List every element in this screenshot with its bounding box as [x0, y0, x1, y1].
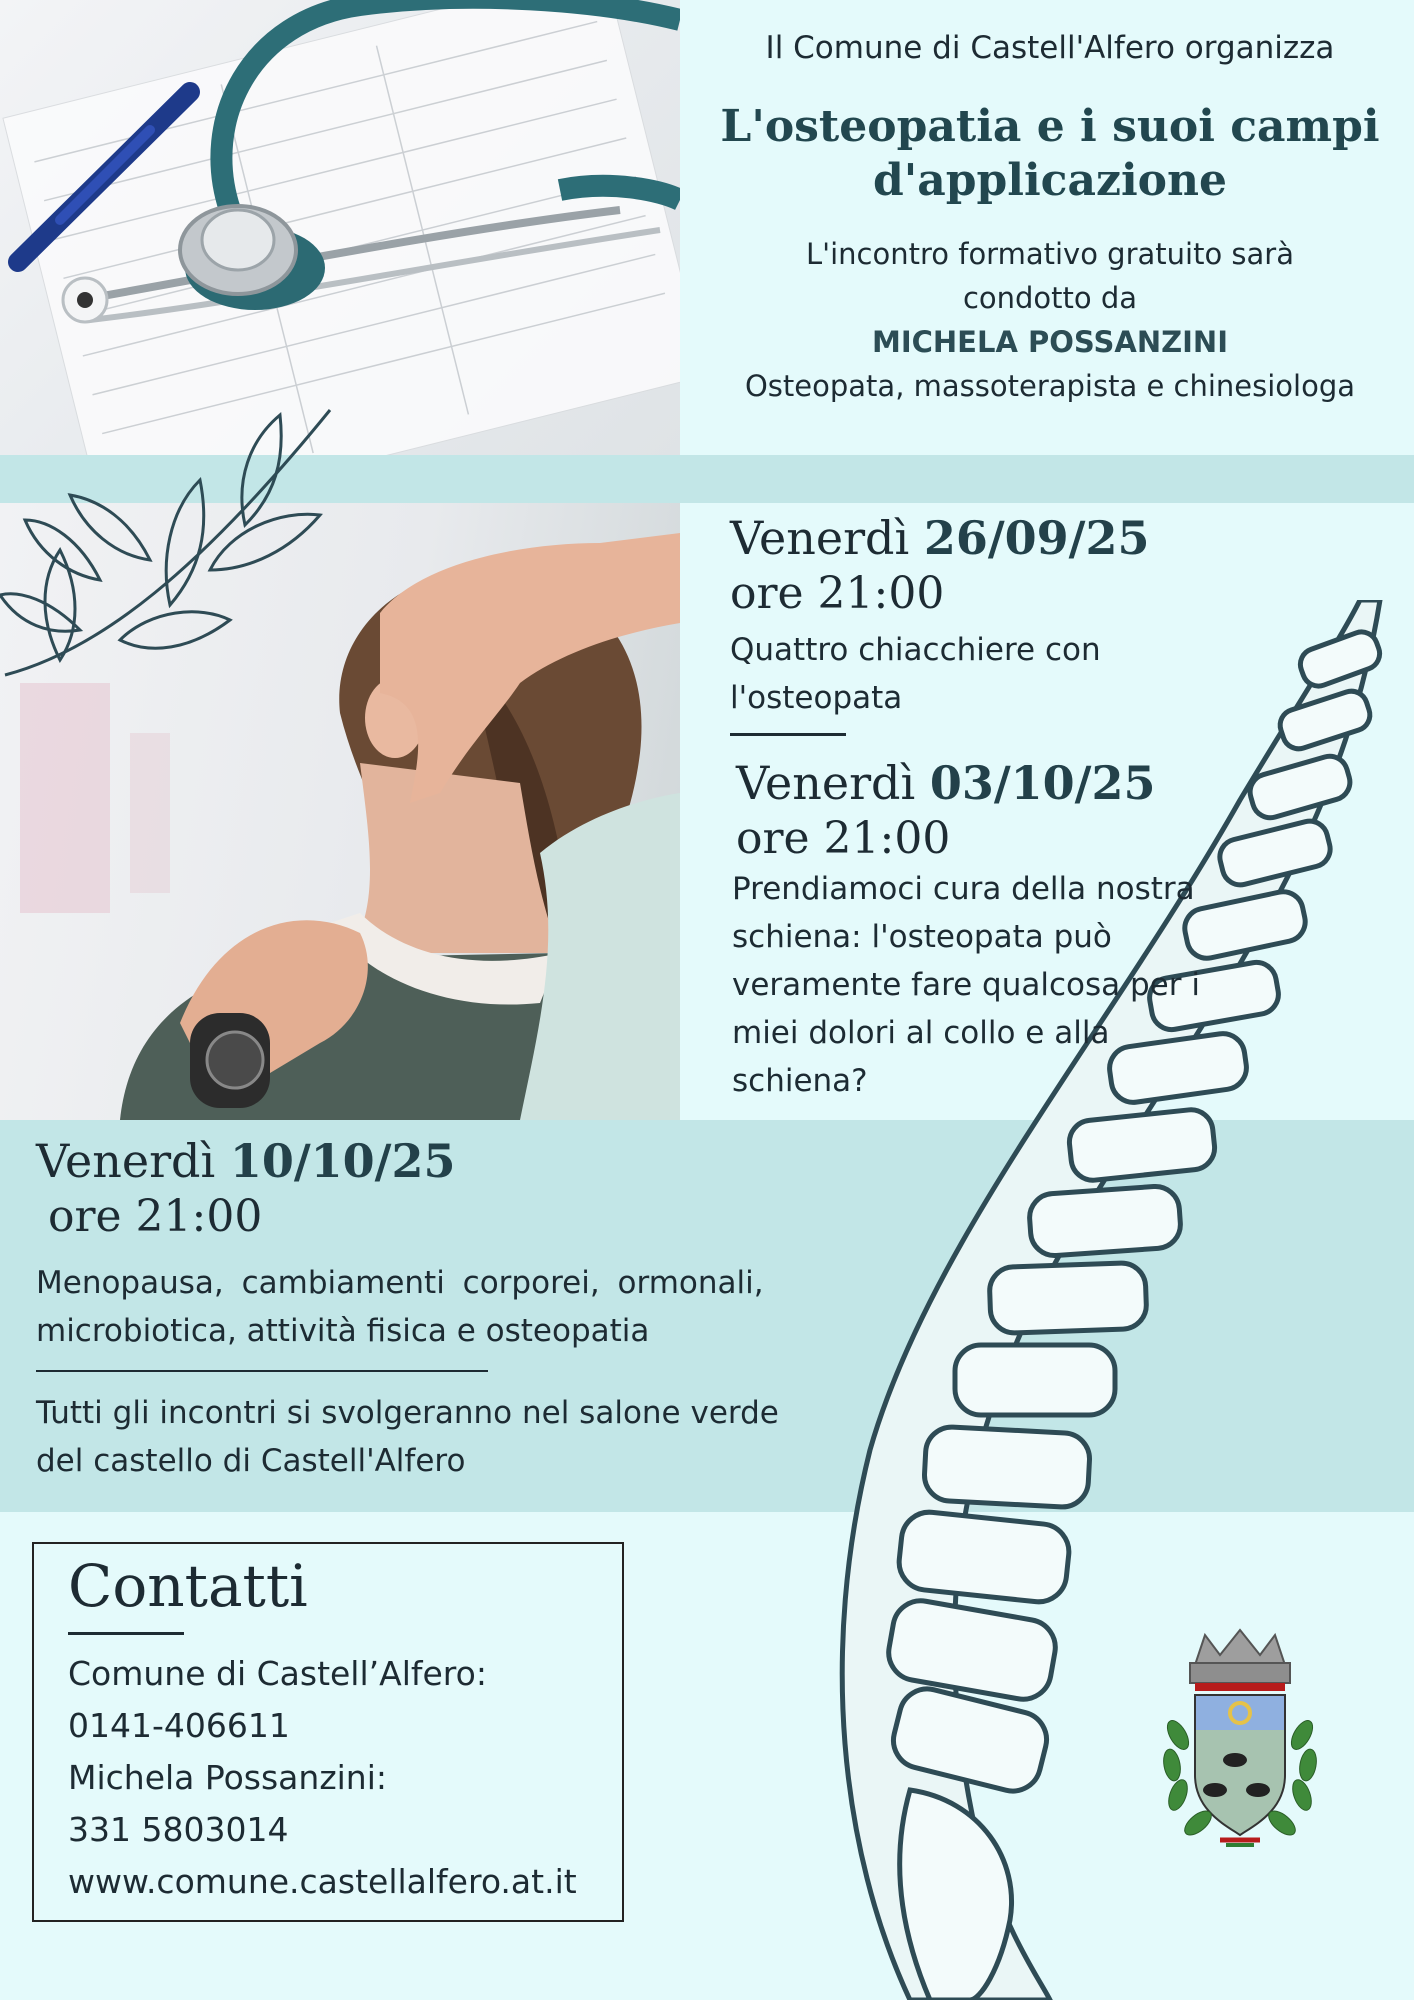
event-description-line: microbiotica, attività fisica e osteopatia [36, 1313, 650, 1349]
event-description [36, 1259, 846, 1355]
event-description-line: schiena: l'osteopata può [732, 919, 1112, 955]
location-note [36, 1389, 856, 1485]
location-divider [36, 1370, 488, 1372]
municipal-coat-of-arms [1140, 1625, 1340, 1855]
event-title-line1: L'osteopatia e i suoi campi [720, 101, 1380, 152]
event-day: Venerdì [730, 511, 910, 565]
event-title-line2: d'applicazione [872, 155, 1228, 206]
event-day: Venerdì [36, 1134, 216, 1188]
event-date-value: 10/10/25 [229, 1134, 456, 1188]
event-1 [730, 510, 1290, 722]
event-date [36, 1133, 846, 1189]
contacts-title: Contatti [68, 1552, 308, 1620]
contacts-list [68, 1648, 608, 1908]
contact-phone-speaker[interactable]: 331 5803014 [68, 1810, 289, 1849]
event-description-line: veramente fare qualcosa per i [732, 967, 1200, 1003]
event-divider [730, 733, 846, 736]
speaker-name: MICHELA POSSANZINI [871, 325, 1228, 359]
event-title [690, 100, 1410, 208]
event-time: ore 21:00 [736, 813, 951, 864]
event-description-line: Prendiamoci cura della nostra [732, 871, 1195, 907]
event-description [732, 865, 1296, 1105]
organizer-line: Il Comune di Castell'Alfero organizza [765, 30, 1335, 66]
event-description-line: l'osteopata [730, 680, 903, 716]
event-2 [732, 755, 1296, 1105]
contacts-divider [68, 1632, 184, 1635]
event-time: ore 21:00 [48, 1191, 263, 1242]
event-description-line: schiena? [732, 1063, 868, 1099]
event-description-line: Quattro chiacchiere con [730, 632, 1101, 668]
event-description-line: miei dolori al collo e alla [732, 1015, 1110, 1051]
event-date [730, 510, 1290, 566]
location-line: del castello di Castell'Alfero [36, 1443, 466, 1479]
event-date [736, 755, 1296, 811]
location-line: Tutti gli incontri si svolgeranno nel salone verde [36, 1395, 779, 1431]
leaf-branch-icon [0, 390, 340, 690]
contact-label-speaker: Michela Possanzini: [68, 1758, 388, 1797]
contact-phone-comune[interactable]: 0141-406611 [68, 1706, 290, 1745]
contact-label-comune: Comune di Castell’Alfero: [68, 1654, 487, 1693]
contact-website-link[interactable]: www.comune.castellalfero.at.it [68, 1862, 577, 1901]
event-day: Venerdì [736, 756, 916, 810]
event-3 [36, 1133, 846, 1355]
event-description [730, 626, 1290, 722]
intro-line1: L'incontro formativo gratuito sarà [805, 237, 1294, 271]
stethoscope-photo [0, 0, 680, 455]
event-date-value: 26/09/25 [923, 511, 1150, 565]
event-date-value: 03/10/25 [929, 756, 1156, 810]
intro-line2: condotto da [962, 281, 1138, 315]
speaker-role: Osteopata, massoterapista e chinesiologa [744, 369, 1356, 403]
event-description-line: Menopausa, cambiamenti corporei, ormonali, [36, 1265, 764, 1301]
event-time: ore 21:00 [730, 568, 945, 619]
intro-block [690, 232, 1410, 408]
